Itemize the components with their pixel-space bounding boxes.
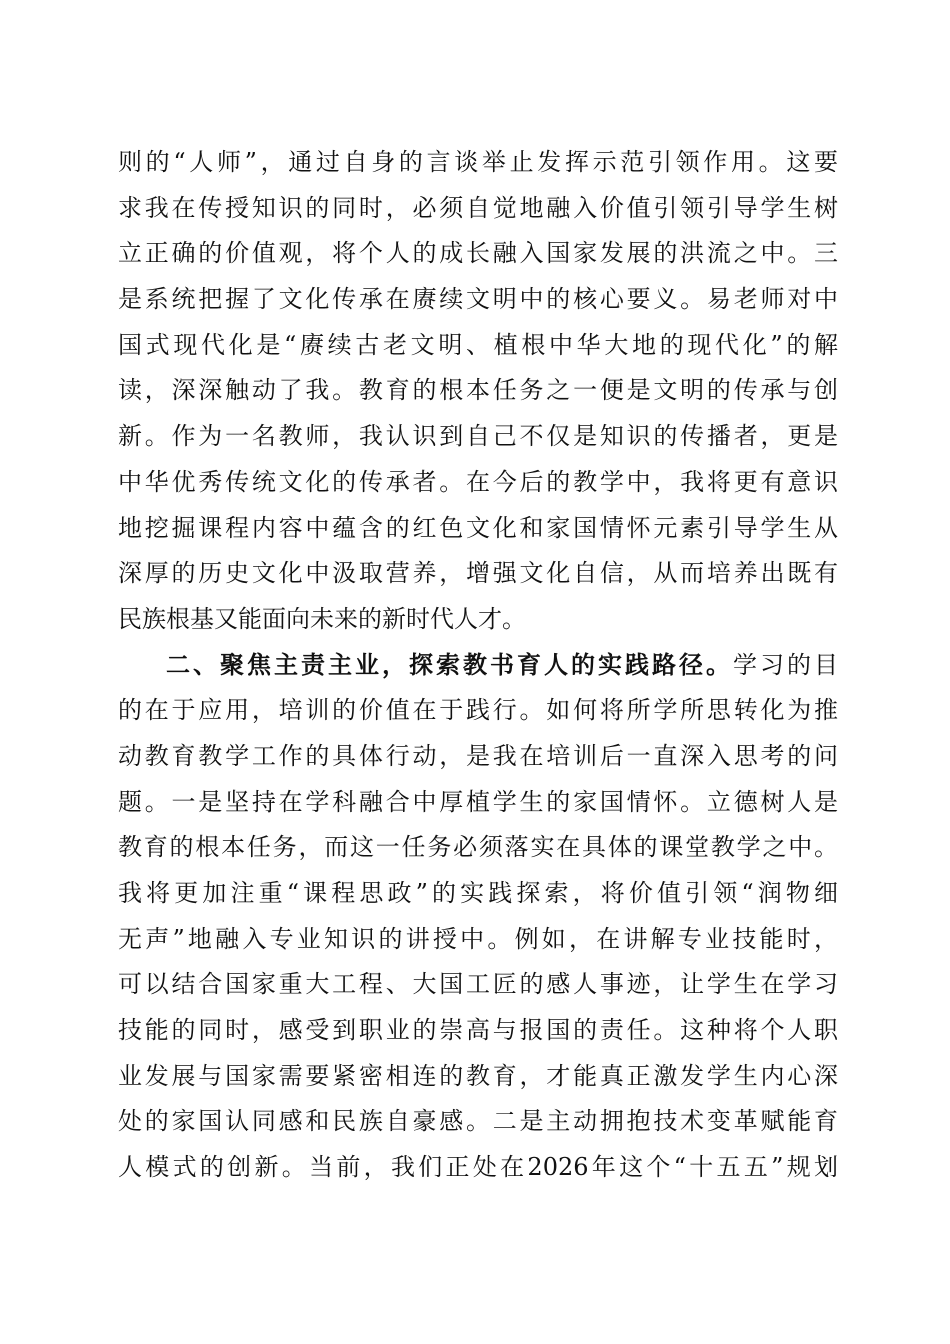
text-line: 立正确的价值观，将个人的成长融入国家发展的洪流之中。三 xyxy=(118,239,838,268)
text-line: 无声”地融入专业知识的讲授中。例如，在讲解专业技能时， xyxy=(118,924,838,953)
text-line: 业发展与国家需要紧密相连的教育，才能真正激发学生内心深 xyxy=(118,1061,838,1090)
body-text xyxy=(118,140,838,1191)
text-line: 是系统把握了文化传承在赓续文明中的核心要义。易老师对中 xyxy=(118,285,838,314)
text-line: 民族根基又能面向未来的新时代人才。 xyxy=(118,604,526,633)
text-line: 可以结合国家重大工程、大国工匠的感人事迹，让学生在学习 xyxy=(118,970,838,999)
text-line: 题。一是坚持在学科融合中厚植学生的家国情怀。立德树人是 xyxy=(118,787,838,816)
text-line: 读，深深触动了我。教育的根本任务之一便是文明的传承与创 xyxy=(118,376,838,405)
text-line: 则的“人师”，通过自身的言谈举止发挥示范引领作用。这要 xyxy=(118,148,838,176)
text-line: 人模式的创新。当前，我们正处在2026年这个“十五五”规划 xyxy=(118,1153,838,1182)
text-line: 动教育教学工作的具体行动，是我在培训后一直深入思考的问 xyxy=(118,741,838,770)
text-line: 地挖掘课程内容中蕴含的红色文化和家国情怀元素引导学生从 xyxy=(118,513,838,542)
text-line: 求我在传授知识的同时，必须自觉地融入价值引领引导学生树 xyxy=(118,193,838,222)
section-heading-rest: 学习的目 xyxy=(733,650,838,679)
text-line: 国式现代化是“赓续古老文明、植根中华大地的现代化”的解 xyxy=(118,330,838,359)
text-line: 中华优秀传统文化的传承者。在今后的教学中，我将更有意识 xyxy=(118,467,838,496)
section-heading-line xyxy=(118,643,838,689)
text-line: 新。作为一名教师，我认识到自己不仅是知识的传播者，更是 xyxy=(118,422,838,451)
text-line: 我将更加注重“课程思政”的实践探索，将价值引领“润物细 xyxy=(118,879,838,907)
text-line: 处的家国认同感和民族自豪感。二是主动拥抱技术变革赋能育 xyxy=(118,1107,838,1136)
text-line: 深厚的历史文化中汲取营养，增强文化自信，从而培养出既有 xyxy=(118,559,838,588)
text-line: 的在于应用，培训的价值在于践行。如何将所学所思转化为推 xyxy=(118,696,838,725)
section-heading: 二、聚焦主责主业，探索教书育人的实践路径。 xyxy=(166,650,733,679)
text-line: 教育的根本任务，而这一任务必须落实在具体的课堂教学之中。 xyxy=(118,833,838,862)
text-line: 技能的同时，感受到职业的崇高与报国的责任。这种将个人职 xyxy=(118,1016,838,1045)
